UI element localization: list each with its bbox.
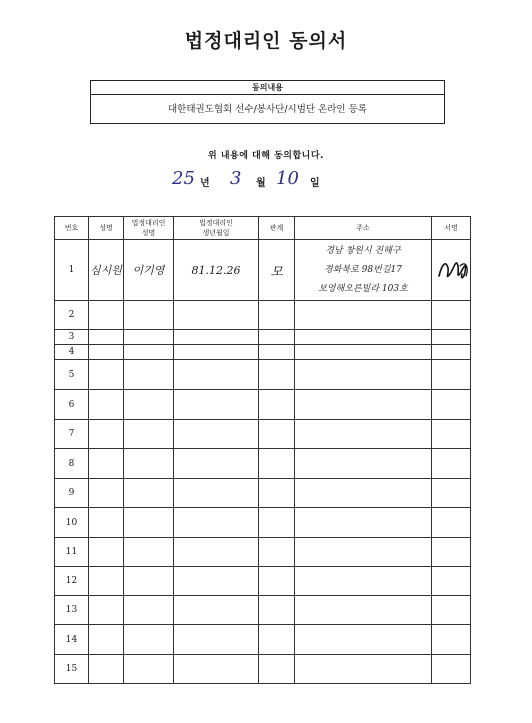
- student-name: [89, 655, 124, 684]
- address: [295, 360, 432, 390]
- handwritten-signature: [432, 240, 470, 300]
- signature-cell: [432, 538, 471, 567]
- guardian-name: [124, 360, 174, 390]
- table-row: [55, 538, 471, 567]
- header-address: 주소: [295, 217, 432, 240]
- relation: [259, 596, 295, 625]
- guardian-birth: 81.12.26: [174, 240, 259, 301]
- guardian-birth: [174, 330, 259, 345]
- guardian-birth: [174, 390, 259, 420]
- student-name: [89, 508, 124, 538]
- date-day: 10: [276, 168, 299, 189]
- address: [295, 567, 432, 596]
- guardian-name: 이기영: [124, 240, 174, 301]
- table-row: [55, 330, 471, 345]
- address: [295, 625, 432, 655]
- table-row: [55, 479, 471, 508]
- row-number: 2: [55, 301, 89, 330]
- guardian-birth: [174, 449, 259, 479]
- relation: [259, 420, 295, 449]
- address: [295, 301, 432, 330]
- row-number: 9: [55, 479, 89, 508]
- signature-cell: [432, 360, 471, 390]
- guardian-birth: [174, 625, 259, 655]
- table-header-row: [55, 217, 471, 240]
- table-row: [55, 420, 471, 449]
- address: [295, 390, 432, 420]
- table-row: [55, 508, 471, 538]
- student-name: [89, 420, 124, 449]
- address: [295, 538, 432, 567]
- signature-cell: [432, 390, 471, 420]
- guardian-birth: [174, 655, 259, 684]
- address: [295, 420, 432, 449]
- relation: [259, 508, 295, 538]
- guardian-name: [124, 655, 174, 684]
- student-name: [89, 301, 124, 330]
- guardian-birth: [174, 301, 259, 330]
- relation: [259, 390, 295, 420]
- guardian-birth: [174, 479, 259, 508]
- row-number: 10: [55, 508, 89, 538]
- row-number: 3: [55, 330, 89, 345]
- row-number: 1: [55, 240, 89, 301]
- row-number: 15: [55, 655, 89, 684]
- consent-heading: 동의내용: [91, 81, 444, 95]
- header-relation: 관계: [259, 217, 295, 240]
- address: [295, 330, 432, 345]
- student-name: [89, 479, 124, 508]
- guardian-birth: [174, 360, 259, 390]
- signature-cell: [432, 655, 471, 684]
- row-number: 4: [55, 345, 89, 360]
- address: [295, 449, 432, 479]
- relation: [259, 345, 295, 360]
- header-signature: 서명: [432, 217, 471, 240]
- relation: [259, 360, 295, 390]
- agree-statement: 위 내용에 대해 동의합니다.: [208, 151, 324, 161]
- date-year-unit: 년: [200, 178, 210, 189]
- header-guardian-birth: [174, 217, 259, 240]
- student-name: [89, 360, 124, 390]
- address-line-3: 보영해오른빌라 103호: [318, 283, 408, 294]
- guardian-name: [124, 625, 174, 655]
- address: [295, 655, 432, 684]
- student-name: [89, 567, 124, 596]
- signature-cell: [432, 449, 471, 479]
- address-line-2: 경화북로 98번길17: [324, 264, 402, 275]
- table-row: [55, 301, 471, 330]
- document-title: 법정대리인 동의서: [184, 30, 348, 52]
- student-name: 심시원: [89, 240, 124, 301]
- student-name: [89, 330, 124, 345]
- signature-cell: [432, 420, 471, 449]
- signature-cell: [432, 596, 471, 625]
- student-name: [89, 390, 124, 420]
- guardian-birth: [174, 567, 259, 596]
- signature-cell: [432, 330, 471, 345]
- signature-cell: [432, 625, 471, 655]
- signature-cell: [432, 345, 471, 360]
- relation: [259, 567, 295, 596]
- address: [295, 508, 432, 538]
- relation: [259, 479, 295, 508]
- table-row: [55, 390, 471, 420]
- row-number: 13: [55, 596, 89, 625]
- guardian-name: [124, 330, 174, 345]
- guardian-table: [54, 216, 471, 684]
- header-name: 성명: [89, 217, 124, 240]
- table-row: [55, 345, 471, 360]
- header-guardian-name: [124, 217, 174, 240]
- student-name: [89, 345, 124, 360]
- address: [295, 240, 432, 301]
- row-number: 12: [55, 567, 89, 596]
- student-name: [89, 596, 124, 625]
- guardian-birth: [174, 538, 259, 567]
- header-no: 번호: [55, 217, 89, 240]
- address-line-1: 경남 창원시 진해구: [325, 245, 401, 256]
- relation: [259, 449, 295, 479]
- guardian-name: [124, 596, 174, 625]
- header-guardian-name-line2: 성명: [141, 229, 156, 237]
- header-guardian-birth-line1: 법정대리인: [199, 219, 233, 227]
- guardian-birth: [174, 596, 259, 625]
- guardian-name: [124, 301, 174, 330]
- relation: [259, 538, 295, 567]
- signature-cell: [432, 301, 471, 330]
- guardian-birth: [174, 420, 259, 449]
- consent-text: 대한태권도협회 선수/봉사단/시범단 온라인 등록: [167, 104, 367, 115]
- relation: [259, 301, 295, 330]
- student-name: [89, 449, 124, 479]
- header-guardian-name-line1: 법정대리인: [131, 219, 166, 227]
- date-month: 3: [230, 168, 242, 189]
- row-number: 14: [55, 625, 89, 655]
- address: [295, 596, 432, 625]
- relation: [259, 655, 295, 684]
- date-month-unit: 월: [256, 178, 266, 189]
- guardian-name: [124, 420, 174, 449]
- relation: [259, 625, 295, 655]
- guardian-name: [124, 508, 174, 538]
- relation: [259, 330, 295, 345]
- row-number: 8: [55, 449, 89, 479]
- student-name: [89, 625, 124, 655]
- guardian-name: [124, 390, 174, 420]
- table-row: [55, 360, 471, 390]
- date-year: 25: [172, 168, 195, 189]
- guardian-birth: [174, 508, 259, 538]
- consent-content-box: [90, 80, 445, 124]
- signature-cell: [432, 567, 471, 596]
- row-number: 11: [55, 538, 89, 567]
- student-name: [89, 538, 124, 567]
- header-guardian-birth-line2: 생년월일: [202, 229, 230, 237]
- row-number: 5: [55, 360, 89, 390]
- date-day-unit: 일: [310, 178, 320, 189]
- guardian-name: [124, 567, 174, 596]
- table-row: [55, 449, 471, 479]
- address: [295, 479, 432, 508]
- table-row: [55, 567, 471, 596]
- table-row: [55, 240, 471, 301]
- guardian-name: [124, 538, 174, 567]
- guardian-birth: [174, 345, 259, 360]
- relation: 모: [259, 240, 295, 301]
- guardian-name: [124, 479, 174, 508]
- table-row: [55, 655, 471, 684]
- row-number: 6: [55, 390, 89, 420]
- signature-cell: [432, 508, 471, 538]
- row-number: 7: [55, 420, 89, 449]
- guardian-name: [124, 449, 174, 479]
- signature-cell: [432, 240, 471, 301]
- table-row: [55, 625, 471, 655]
- table-row: [55, 596, 471, 625]
- guardian-name: [124, 345, 174, 360]
- address: [295, 345, 432, 360]
- signature-cell: [432, 479, 471, 508]
